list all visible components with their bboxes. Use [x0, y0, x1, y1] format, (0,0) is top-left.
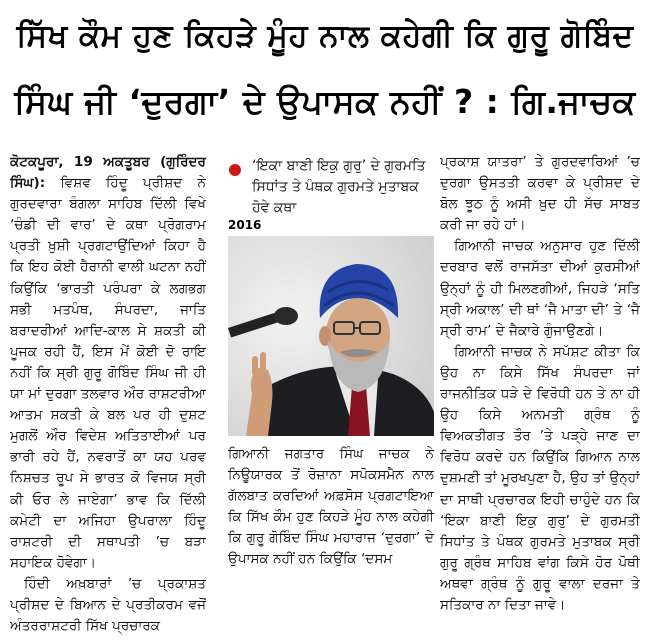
- headline-line-1: ਸਿੱਖ ਕੌਮ ਹੁਣ ਕਿਹੜੇ ਮੂੰਹ ਨਾਲ ਕਹੇਗੀ ਕਿ ਗੁਰੂ ਗੋਬਿੰਦ: [16, 18, 634, 54]
- column1-paragraph-1-text: ਵਿਸ਼ਵ ਹਿੰਦੂ ਪ੍ਰੀਸ਼ਦ ਨੇ ਗੁਰਦਵਾਰਾ ਬੰਗਲਾ ਸਾਹਿਬ ਦਿੱਲੀ ਵਿਖੇ ‘ਚੰਡੀ ਦੀ ਵਾਰ’ ਦੇ ਕਥਾ ਪ੍ਰੋਗਰਾਮ ਪ੍ਰਤੀ ਖ਼ੁਸ਼ੀ ਪ੍ਰਗਟਾਉਂਦਿਆਂ ਕਿਹਾ ਹੈ ਕਿ ਇਹ ਕੋਈ ਹੈਰਾਨੀ ਵਾਲੀ ਘਟਨਾ ਨਹੀਂ ਕਿਉਂਕਿ ‘ਭਾਰਤੀ ਪਰੰਪਰਾ ਕੇ ਲਗਭਗ ਸਭੀ ਮਤਪੰਥ, ਸੰਪਰਦਾ, ਜਾਤਿ ਬਰਾਦਰੀਆਂ ਆਦਿ-ਕਾਲ ਸੇ ਸ਼ਕਤੀ ਕੀ ਪੂਜਕ ਰਹੀ ਹੈਂ, ਇਸ ਮੇਂ ਕੋਈ ਦੋ ਰਾਇ ਨਹੀਂ ਕਿ ਸ੍ਰੀ ਗੁਰੂ ਗੋਬਿੰਦ ਸਿੰਘ ਜੀ ਹੀ ਯਾ ਮਾਂ ਦੁਰਗਾ ਤਲਵਾਰ ਔਰ ਰਾਸ਼ਟਰੀਆ ਆਤਮ ਸ਼ਕਤੀ ਕੇ ਬਲ ਪਰ ਹੀ ਦੁਸ਼ਟ ਮੁਗਲੋਂ ਔਰ ਵਿਦੇਸ਼ ਅਤਿਤਾਈਆਂ ਪਰ ਭਾਰੀ ਰਹੇ ਹੈਂ, ਨਵਰਾਤੋਂ ਕਾ ਯਹ ਪਰਵ ਨਿਸ਼ਚਤ ਰੂਪ ਸੇ ਭਾਰਤ ਕੋ ਵਿਜਯ ਸ੍ਰੀ ਕੀ ਓਰ ਲੇ ਜਾਏਗਾ’ ਭਾਵ ਕਿ ਦਿੱਲੀ ਕਮੇਟੀ ਦਾ ਅਜਿਹਾ ਉਪਰਾਲਾ ਹਿੰਦੂ ਰਾਸ਼ਟਰੀ ਦੀ ਸਥਾਪਤੀ ’ਚ ਬੜਾ ਸਹਾਇਕ ਹੋਵੇਗਾ।: [10, 175, 206, 571]
- column3-paragraph-3: ਗਿਆਨੀ ਜਾਚਕ ਨੇ ਸਪੱਸ਼ਟ ਕੀਤਾ ਕਿ ਉਹ ਨਾ ਕਿਸੇ ਸਿੱਖ ਸੰਪਰਦਾ ਜਾਂ ਰਾਜਨੀਤਿਕ ਧੜੇ ਦੇ ਵਿਰੋਧੀ ਹਨ ਤੇ ਨਾ ਹੀ ਉਹ ਕਿਸੇ ਅਨਮਤੀ ਗ੍ਰੰਥ ਨੂੰ ਵਿਅਕਤੀਗਤ ਤੌਰ ’ਤੇ ਪੜ੍ਹੇ ਜਾਣ ਦਾ ਵਿਰੋਧ ਕਰਦੇ ਹਨ ਕਿਉਂਕਿ ਗਿਆਨ ਨਾਲ ਦੁਸ਼ਮਣੀ ਤਾਂ ਮੂਰਖਪੁਣਾ ਹੈ, ਉਹ ਤਾਂ ਉਨ੍ਹਾਂ ਦਾ ਸਾਥੀ ਪ੍ਰਚਾਰਕ ਇਹੀ ਚਾਹੁੰਦੇ ਹਨ ਕਿ ‘ਇਕਾ ਬਾਣੀ ਇਕੁ ਗੁਰੁ’ ਦੇ ਗੁਰਮਤੀ ਸਿਧਾਂਤ ਤੇ ਪੰਥਕ ਗੁਰਮਤੇ ਮੁਤਾਬਕ ਸ੍ਰੀ ਗੁਰੂ ਗ੍ਰੰਥ ਸਾਹਿਬ ਵਾਂਗ ਕਿਸੇ ਹੋਰ ਪੋਥੀ ਅਥਵਾ ਗ੍ਰੰਥ ਨੂੰ ਗੁਰੂ ਵਾਲਾ ਦਰਜਾ ਤੇ ਸਤਿਕਾਰ ਨਾ ਦਿਤਾ ਜਾਵੇ।: [440, 343, 640, 613]
- dateline: ਕੋਟਕਪੂਰਾ, 19 ਅਕਤੂਬਰ (ਗੁਰਿੰਦਰ ਸਿੰਘ):: [10, 154, 206, 192]
- article-column-1: [10, 152, 206, 642]
- column1-paragraph-2: ਹਿੰਦੀ ਅਖ਼ਬਾਰਾਂ ’ਚ ਪ੍ਰਕਾਸ਼ਤ ਪ੍ਰੀਸ਼ਦ ਦੇ ਬਿਆਨ ਦੇ ਪ੍ਰਤੀਕਰਮ ਵਜੋਂ ਅੰਤਰਰਾਸ਼ਟਰੀ ਸਿੱਖ ਪ੍ਰਚਾਰਕ: [10, 575, 206, 635]
- column1-paragraph-1: [10, 152, 206, 574]
- headline-line-2: ਸਿੰਘ ਜੀ ‘ਦੁਰਗਾ’ ਦੇ ਉਪਾਸਕ ਨਹੀਂ ? : ਗਿ.ਜਾਚਕ: [14, 82, 636, 121]
- photo-caption-paragraph: ਗਿਆਨੀ ਜਗਤਾਰ ਸਿੰਘ ਜਾਚਕ ਨੇ ਨਿਊਯਾਰਕ ਤੋਂ ਰੋਜ਼ਾਨਾ ਸਪੋਕਸਮੈਨ ਨਾਲ ਗੱਲਬਾਤ ਕਰਦਿਆਂ ਅਫ਼ਸੋਸ ਪ੍ਰਗਟਾਇਆ ਕਿ ਸਿੱਖ ਕੌਮ ਹੁਣ ਕਿਹੜੇ ਮੂੰਹ ਨਾਲ ਕਹੇਗੀ ਕਿ ਗੁਰੂ ਗੋਬਿੰਦ ਸਿੰਘ ਮਹਾਰਾਜ ‘ਦੁਰਗਾ’ ਦੇ ਉਪਾਸਕ ਨਹੀਂ ਹਨ ਕਿਉਂਕਿ ‘ਦਸਮ: [228, 446, 434, 568]
- article-column-3: [440, 152, 640, 642]
- photo-year-label: 2016: [228, 218, 262, 232]
- subheading: [226, 156, 434, 219]
- speaker-photo: [228, 236, 434, 436]
- speaker-photo-illustration: [228, 236, 434, 436]
- column3-paragraph-2: ਗਿਆਨੀ ਜਾਚਕ ਅਨੁਸਾਰ ਹੁਣ ਦਿੱਲੀ ਦਰਬਾਰ ਵਲੋਂ ਰਾਜਸੱਤਾ ਦੀਆਂ ਕੁਰਸੀਆਂ ਉਨ੍ਹਾਂ ਨੂੰ ਹੀ ਮਿਲਣਗੀਆਂ, ਜਿਹੜੇ ‘ਸਤਿ ਸ੍ਰੀ ਅਕਾਲ’ ਦੀ ਥਾਂ ‘ਜੈ ਮਾਤਾ ਦੀ’ ਤੇ ‘ਜੈ ਸ੍ਰੀ ਰਾਮ’ ਦੇ ਜੈਕਾਰੇ ਗੁੰਜਾਉਣਗੇ।: [440, 238, 640, 339]
- subheading-text: ‘ਇਕਾ ਬਾਣੀ ਇਕੁ ਗੁਰੁ’ ਦੇ ਗੁਰਮਤਿ ਸਿਧਾਂਤ ਤੇ ਪੰਥਕ ਗੁਰਮਤੇ ਮੁਤਾਬਕ ਹੋਵੇ ਕਥਾ: [252, 158, 426, 216]
- column3-paragraph-1: ਪ੍ਰਕਾਸ਼ ਯਾਤਰਾ’ ਤੇ ਗੁਰਦਵਾਰਿਆਂ ’ਚ ਦੁਰਗਾ ਉਸਤਤੀ ਕਰਵਾ ਕੇ ਪ੍ਰੀਸ਼ਦ ਦੇ ਬੋਲ ਝੂਠ ਨੂੰ ਅਸੀ ਖ਼ੁਦ ਹੀ ਸੱਚ ਸਾਬਤ ਕਰੀ ਜਾ ਰਹੇ ਹਾਂ।: [440, 154, 640, 234]
